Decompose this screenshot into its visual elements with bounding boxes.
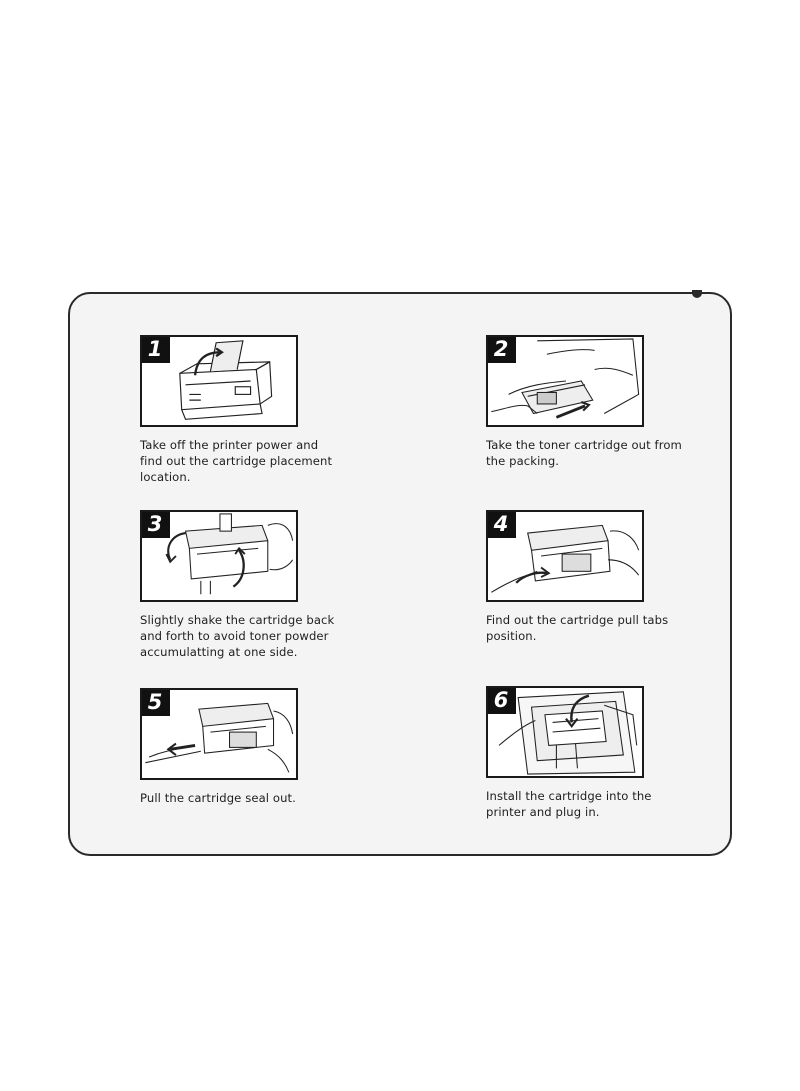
corner-mark [692, 290, 702, 298]
step-6-illustration [486, 686, 644, 778]
step-5-illustration [140, 688, 298, 780]
step-4 [486, 510, 726, 644]
step-3-text: Slightly shake the cartridge back and forth to avoid toner powder accumulatting at one side. [140, 613, 335, 659]
step-1-number: 1 [140, 335, 170, 363]
step-4-illustration [486, 510, 644, 602]
step-6-text: Install the cartridge into the printer and plug in. [486, 789, 652, 819]
step-2-number: 2 [486, 335, 516, 363]
step-2 [486, 335, 726, 469]
step-1-illustration [140, 335, 298, 427]
step-4-text: Find out the cartridge pull tabs position. [486, 613, 669, 643]
step-3-illustration [140, 510, 298, 602]
step-6-number: 6 [486, 686, 516, 714]
step-2-illustration [486, 335, 644, 427]
step-4-number: 4 [486, 510, 516, 538]
step-5-text: Pull the cartridge seal out. [140, 791, 296, 805]
step-1 [140, 335, 380, 485]
step-3-number: 3 [140, 510, 170, 538]
step-1-text: Take off the printer power and find out the cartridge placement location. [140, 438, 333, 484]
step-5 [140, 688, 380, 806]
step-2-text: Take the toner cartridge out from the packing. [486, 438, 682, 468]
step-5-number: 5 [140, 688, 170, 716]
step-6 [486, 686, 726, 820]
step-3 [140, 510, 380, 660]
